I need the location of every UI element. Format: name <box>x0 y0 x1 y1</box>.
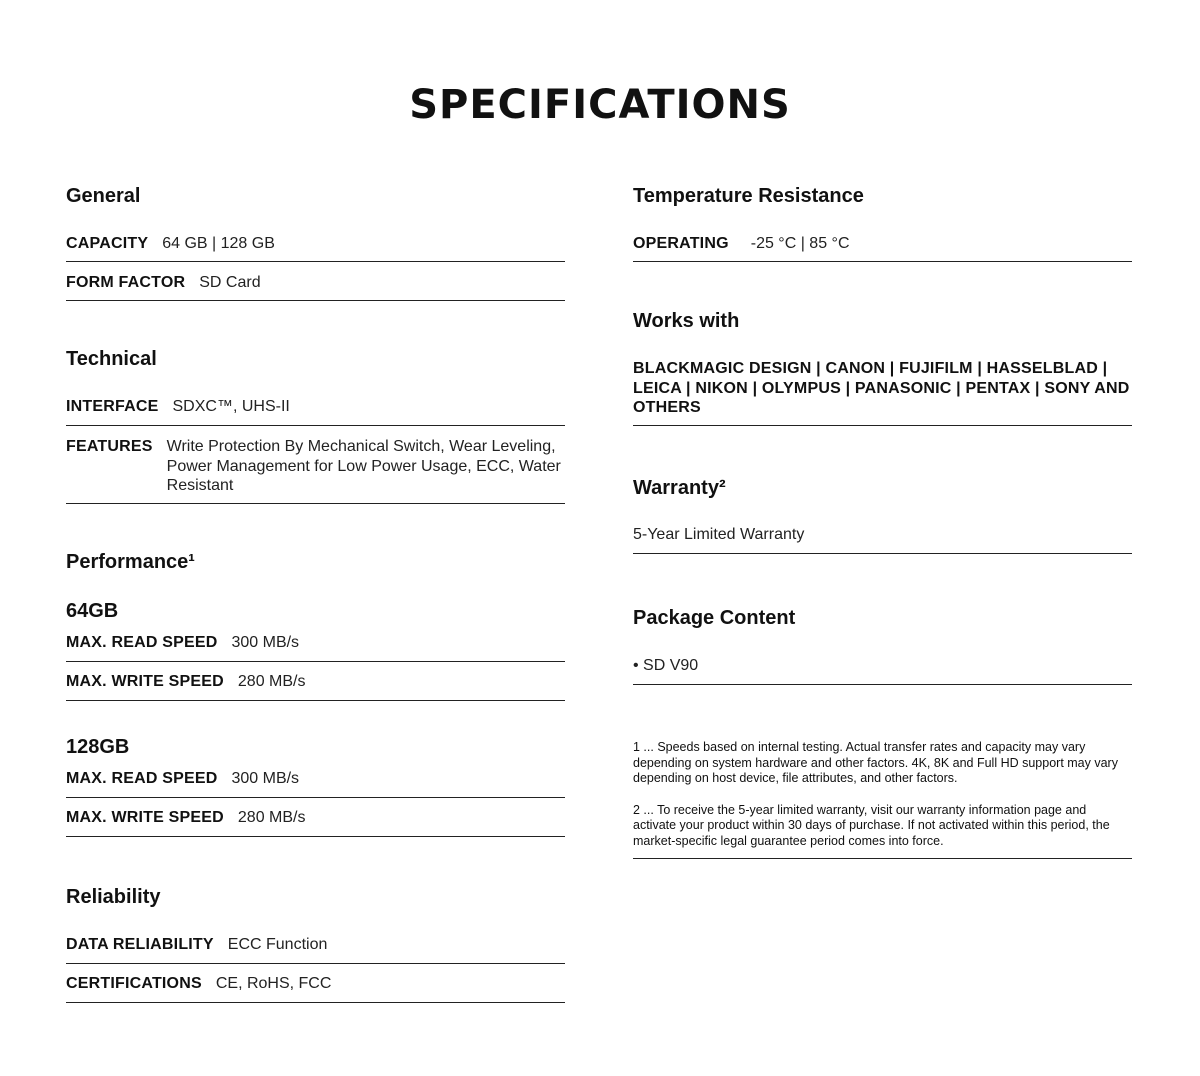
features-value: Write Protection By Mechanical Switch, Wear Leveling, Power Management for Low Power Usage, ECC, Water Resistant <box>166 438 561 494</box>
variant-128gb-write-row <box>66 808 565 837</box>
interface-row <box>66 397 565 426</box>
warranty-heading: Warranty² <box>633 477 726 499</box>
variant-128gb-read-row <box>66 769 565 798</box>
operating-row <box>633 234 1132 262</box>
technical-heading: Technical <box>66 348 157 370</box>
footnote-2: 2 ... To receive the 5-year limited warranty, visit our warranty information page and activate your product within 30 days of purchase. If not activated within this period, the market-specific legal guarantee period comes into force. <box>633 802 1110 848</box>
certifications-label: CERTIFICATIONS <box>66 975 202 992</box>
interface-label: INTERFACE <box>66 398 159 415</box>
capacity-label: CAPACITY <box>66 235 149 252</box>
read-speed-value: 300 MB/s <box>231 770 300 787</box>
performance-heading: Performance¹ <box>66 551 195 573</box>
temperature-heading: Temperature Resistance <box>633 185 864 207</box>
footnote-1: 1 ... Speeds based on internal testing. Actual transfer rates and capacity may vary depending on system hardware and other factors. 4K, 8K and Full HD support may vary depending on host device, file attributes, and other factors. <box>633 740 1118 786</box>
warranty-value: 5-Year Limited Warranty <box>633 525 1132 554</box>
variant-128gb-heading: 128GB <box>66 736 130 758</box>
form-factor-label: FORM FACTOR <box>66 274 186 291</box>
form-factor-row <box>66 273 565 301</box>
footnotes <box>633 740 1132 859</box>
variant-64gb-write-row <box>66 672 565 701</box>
works-with-heading: Works with <box>633 310 740 332</box>
read-speed-value: 300 MB/s <box>231 634 300 651</box>
package-item: • SD V90 <box>633 656 1132 685</box>
certifications-row <box>66 974 565 1003</box>
operating-label: OPERATING <box>633 235 729 252</box>
write-speed-label: MAX. WRITE SPEED <box>66 673 224 690</box>
write-speed-value: 280 MB/s <box>237 809 306 826</box>
page-title: SPECIFICATIONS <box>409 82 791 128</box>
reliability-heading: Reliability <box>66 886 161 908</box>
certifications-value: CE, RoHS, FCC <box>215 975 332 992</box>
write-speed-label: MAX. WRITE SPEED <box>66 809 224 826</box>
data-reliability-label: DATA RELIABILITY <box>66 936 214 953</box>
features-row <box>66 437 565 504</box>
features-label: FEATURES <box>66 438 153 455</box>
data-reliability-row <box>66 935 565 964</box>
form-factor-value: SD Card <box>199 274 261 291</box>
operating-value: -25 °C | 85 °C <box>750 235 850 252</box>
variant-64gb-heading: 64GB <box>66 600 119 622</box>
data-reliability-value: ECC Function <box>227 936 328 953</box>
variant-64gb-read-row <box>66 633 565 662</box>
capacity-row <box>66 234 565 262</box>
write-speed-value: 280 MB/s <box>237 673 306 690</box>
compatible-brands: BLACKMAGIC DESIGN | CANON | FUJIFILM | HASSELBLAD | LEICA | NIKON | OLYMPUS | PANASONIC | PENTAX | SONY AND OTHERS <box>633 359 1132 426</box>
capacity-value: 64 GB | 128 GB <box>162 235 275 252</box>
general-heading: General <box>66 185 141 207</box>
package-heading: Package Content <box>633 607 796 629</box>
interface-value: SDXC™, UHS-II <box>172 398 290 415</box>
read-speed-label: MAX. READ SPEED <box>66 770 218 787</box>
read-speed-label: MAX. READ SPEED <box>66 634 218 651</box>
